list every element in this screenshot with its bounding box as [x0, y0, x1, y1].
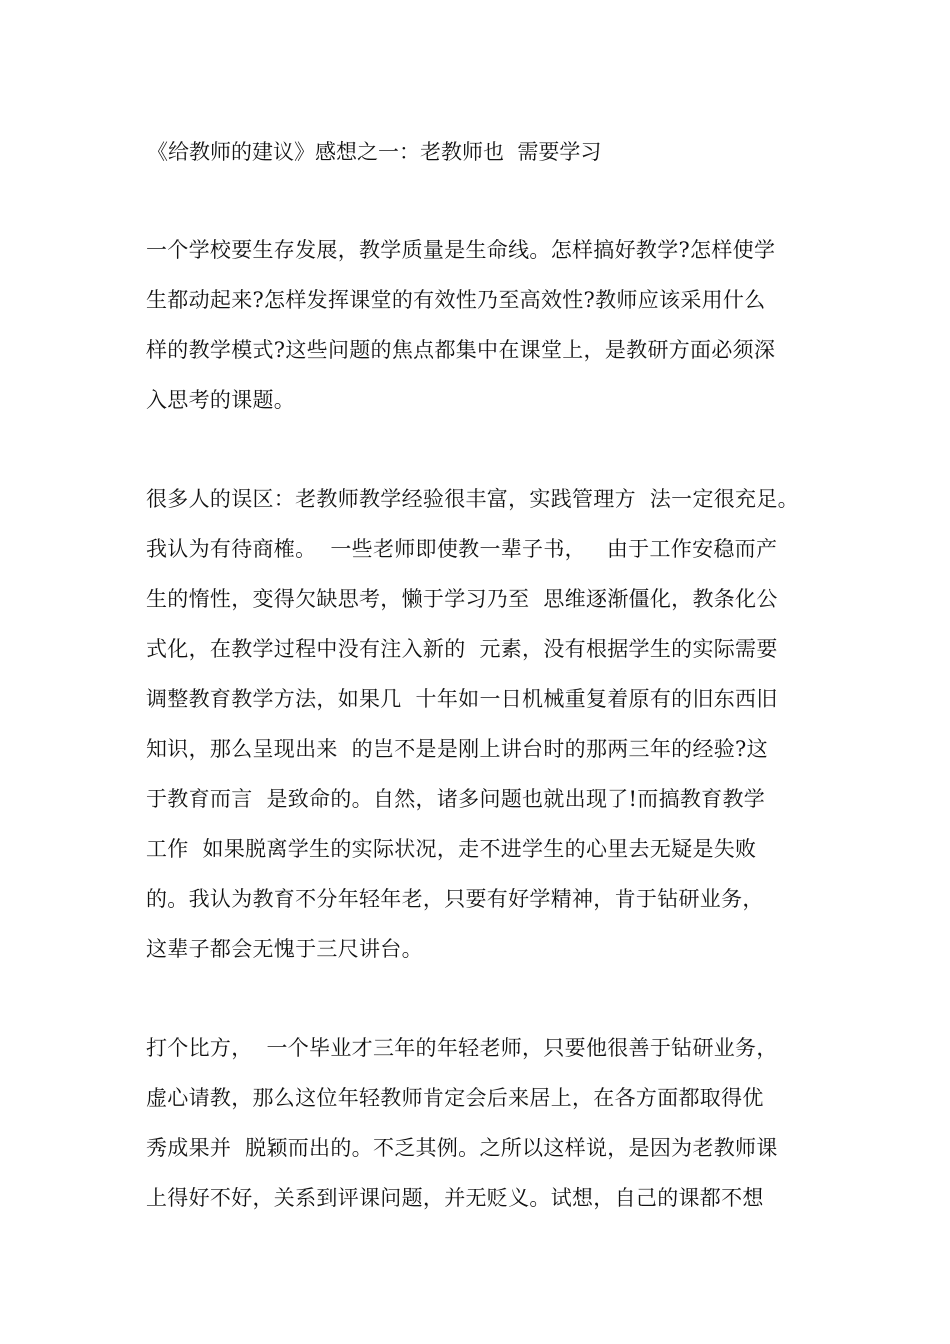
paragraph-line: 生都动起来?怎样发挥课堂的有效性乃至高效性?教师应该采用什么: [146, 288, 766, 312]
paragraph-line: 入思考的课题。: [146, 388, 296, 412]
paragraph-line: 一个学校要生存发展，教学质量是生命线。怎样搞好教学?怎样使学: [146, 238, 776, 262]
paragraph-line: 生的惰性，变得欠缺思考，懒于学习乃至 思维逐渐僵化，教条化公: [146, 587, 778, 611]
paragraph-line: 式化，在教学过程中没有注入新的 元素，没有根据学生的实际需要: [146, 637, 778, 661]
paragraph-2: [146, 474, 846, 974]
paragraph-line: 打个比方， 一个毕业才三年的年轻老师，只要他很善于钻研业务，: [146, 1036, 778, 1060]
document-title: 《给教师的建议》感想之一：老教师也 需要学习: [147, 140, 602, 164]
paragraph-line: 的。我认为教育不分年轻年老，只要有好学精神，肯于钻研业务，: [146, 887, 764, 911]
paragraph-line: 很多人的误区：老教师教学经验很丰富，实践管理方 法一定很充足。: [146, 487, 799, 511]
paragraph-line: 知识，那么呈现出来 的岂不是是刚上讲台时的那两三年的经验?这: [146, 737, 768, 761]
paragraph-line: 上得好不好，关系到评课问题，并无贬义。试想，自己的课都不想: [146, 1186, 764, 1210]
paragraph-line: 工作 如果脱离学生的实际状况，走不进学生的心里去无疑是失败: [146, 837, 757, 861]
paragraph-line: 调整教育教学方法，如果几 十年如一日机械重复着原有的旧东西旧: [146, 687, 778, 711]
paragraph-line: 这辈子都会无愧于三尺讲台。: [146, 937, 423, 961]
paragraph-line: 秀成果并 脱颖而出的。不乏其例。之所以这样说，是因为老教师课: [146, 1136, 778, 1160]
paragraph-line: 样的教学模式?这些问题的焦点都集中在课堂上，是教研方面必须深: [146, 338, 776, 362]
paragraph-line: 于教育而言 是致命的。自然，诸多问题也就出现了!而搞教育教学: [146, 787, 766, 811]
paragraph-line: 虚心请教，那么这位年轻教师肯定会后来居上，在各方面都取得优: [146, 1086, 764, 1110]
paragraph-line: 我认为有待商榷。 一些老师即使教一辈子书， 由于工作安稳而产: [146, 537, 778, 561]
paragraph-3: [146, 1023, 846, 1223]
paragraph-1: [146, 225, 846, 425]
